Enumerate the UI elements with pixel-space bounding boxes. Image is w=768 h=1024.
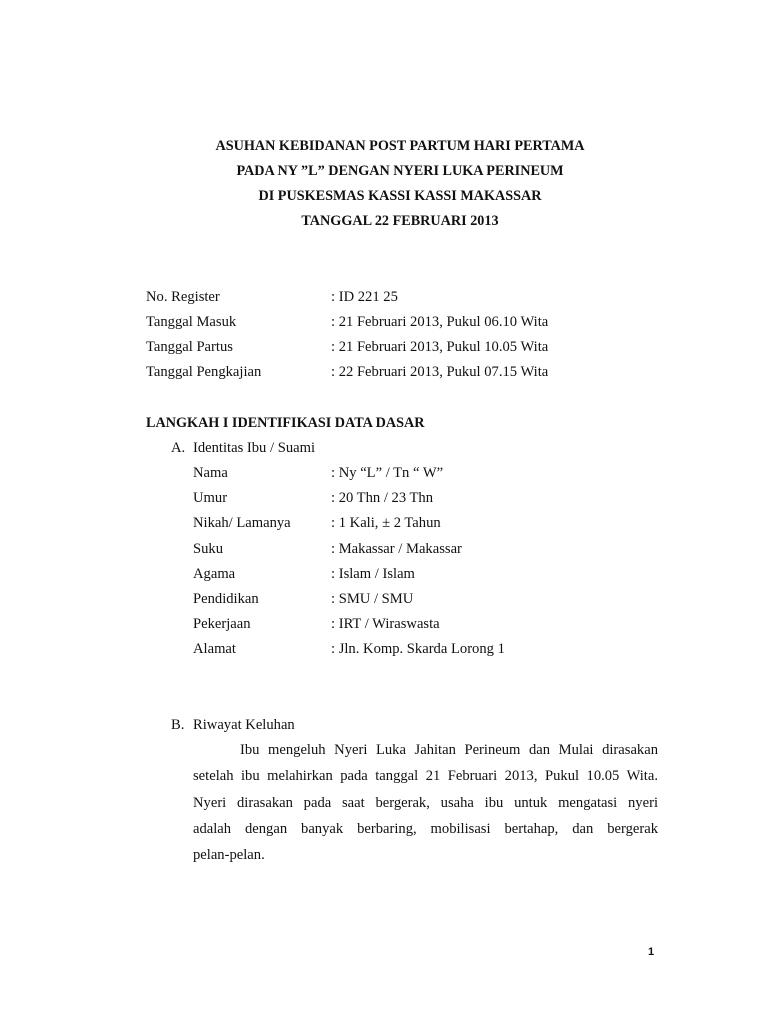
registration-value: : 21 Februari 2013, Pukul 06.10 Wita (331, 314, 549, 330)
identity-value: : 20 Thn / 23 Thn (331, 490, 434, 506)
section-letter: B. (171, 717, 185, 733)
identity-value: : Ny “L” / Tn “ W” (331, 465, 444, 481)
section-title: Identitas Ibu / Suami (193, 440, 316, 456)
identity-label: Nama (193, 465, 228, 481)
registration-value: : ID 221 25 (331, 289, 398, 305)
step-heading: LANGKAH I IDENTIFIKASI DATA DASAR (146, 415, 425, 431)
identity-label: Suku (193, 541, 224, 557)
identity-value: : 1 Kali, ± 2 Tahun (331, 515, 441, 531)
title-line: DI PUSKESMAS KASSI KASSI MAKASSAR (258, 188, 542, 204)
document-title (0, 137, 768, 237)
title-line: TANGGAL 22 FEBRUARI 2013 (301, 213, 499, 229)
paragraph-line: setelah ibu melahirkan pada tanggal 21 Februari 2013, Pukul 10.05 Wita. (193, 768, 658, 784)
title-line: PADA NY ”L” DENGAN NYERI LUKA PERINEUM (236, 163, 564, 179)
registration-label: Tanggal Partus (146, 339, 233, 355)
identity-value: : Jln. Komp. Skarda Lorong 1 (331, 641, 505, 657)
identity-label: Alamat (193, 641, 236, 657)
identity-label: Nikah/ Lamanya (193, 515, 291, 531)
page-number: 1 (648, 946, 655, 958)
identity-value: : IRT / Wiraswasta (331, 616, 440, 632)
registration-label: Tanggal Masuk (146, 314, 237, 330)
identity-value: : Makassar / Makassar (331, 541, 462, 557)
identity-value: : Islam / Islam (331, 566, 415, 582)
section-letter: A. (171, 440, 186, 456)
registration-value: : 21 Februari 2013, Pukul 10.05 Wita (331, 339, 549, 355)
identity-label: Pendidikan (193, 591, 259, 607)
identity-label: Pekerjaan (193, 616, 251, 632)
paragraph-line: pelan-pelan. (193, 847, 265, 863)
paragraph-line: Ibu mengeluh Nyeri Luka Jahitan Perineum dan Mulai dirasakan (240, 742, 658, 758)
title-line: ASUHAN KEBIDANAN POST PARTUM HARI PERTAMA (215, 138, 585, 154)
identity-label: Agama (193, 566, 236, 582)
section-title: Riwayat Keluhan (193, 717, 295, 733)
registration-value: : 22 Februari 2013, Pukul 07.15 Wita (331, 364, 549, 380)
identity-label: Umur (193, 490, 228, 506)
paragraph-line: Nyeri dirasakan pada saat bergerak, usaha ibu untuk mengatasi nyeri (193, 795, 658, 811)
registration-label: No. Register (146, 289, 220, 305)
identity-value: : SMU / SMU (331, 591, 414, 607)
paragraph-line: adalah dengan banyak berbaring, mobilisasi bertahap, dan bergerak (193, 821, 658, 837)
registration-label: Tanggal Pengkajian (146, 364, 262, 380)
